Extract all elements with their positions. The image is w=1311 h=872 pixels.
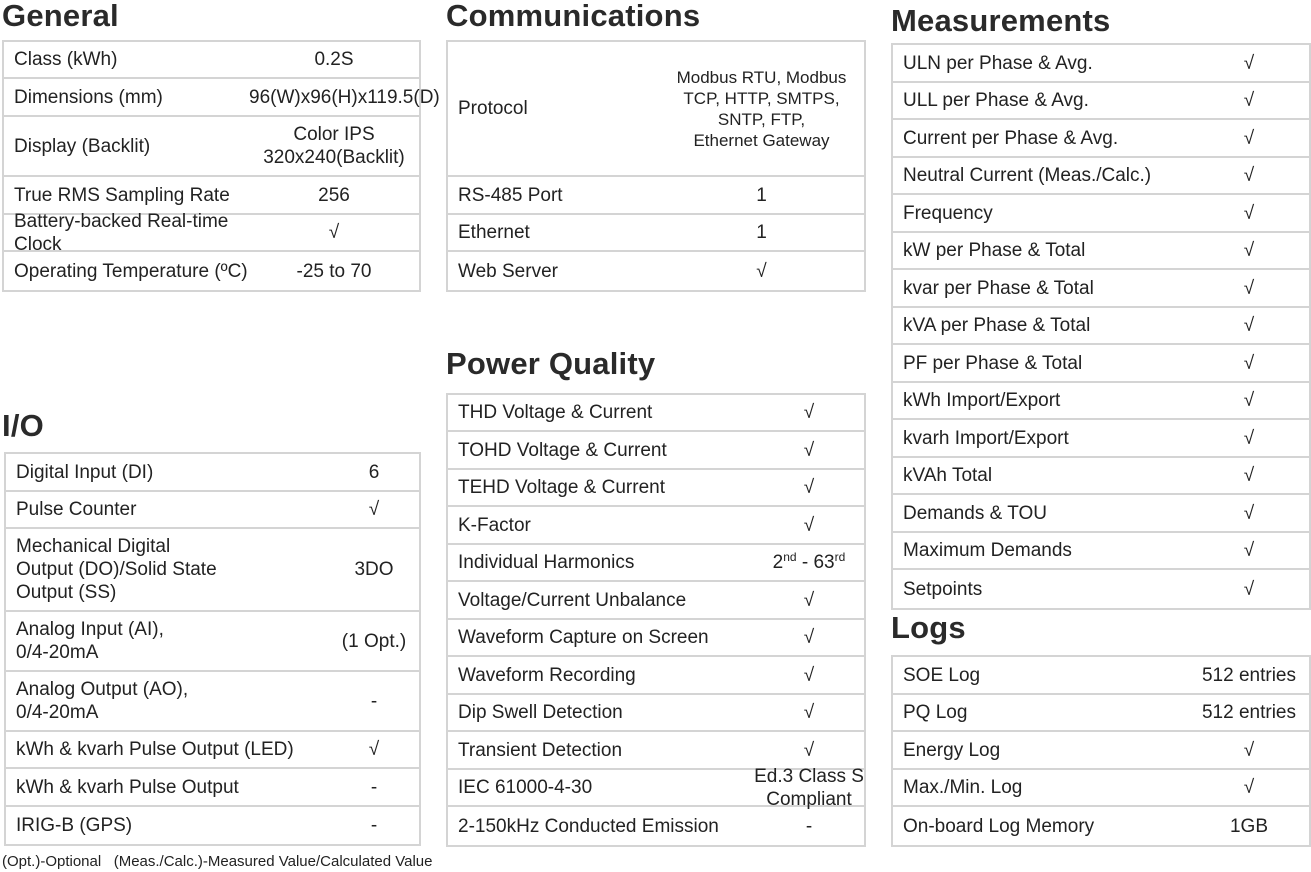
table-row: [893, 158, 1309, 195]
row-label: On-board Log Memory: [903, 815, 1095, 837]
row-value: √: [1243, 540, 1255, 561]
row-label: SOE Log: [903, 664, 981, 686]
communications-table: [446, 40, 866, 292]
ordinal-suffix: rd: [834, 550, 846, 564]
table-row: [6, 807, 419, 844]
row-value: √: [1243, 165, 1255, 186]
row-value: √: [1243, 578, 1255, 600]
row-label: 2-150kHz Conducted Emission: [458, 815, 719, 837]
row-label: IRIG-B (GPS): [16, 815, 133, 836]
table-row: [6, 612, 419, 672]
table-row: [448, 695, 864, 732]
row-label: Transient Detection: [458, 739, 623, 761]
table-row: [893, 270, 1309, 308]
table-row: [893, 83, 1309, 120]
table-row: [4, 42, 419, 79]
row-value: √: [803, 702, 815, 723]
table-row: [893, 570, 1309, 608]
row-label: kWh Import/Export: [903, 390, 1061, 411]
table-row: [448, 432, 864, 470]
power-quality-table: [446, 393, 866, 847]
table-row: [893, 420, 1309, 458]
table-row: [448, 582, 864, 620]
row-value: √: [1243, 315, 1255, 336]
table-row: [6, 732, 419, 769]
row-value: -: [370, 776, 378, 798]
table-row: [448, 42, 864, 177]
row-label: Demands & TOU: [903, 502, 1047, 524]
row-value: √: [1243, 352, 1255, 374]
row-label: RS-485 Port: [458, 184, 563, 206]
table-row: [448, 252, 864, 290]
table-row: [893, 458, 1309, 495]
row-value: √: [803, 439, 815, 461]
row-value: 3DO: [354, 559, 394, 580]
table-row: [448, 215, 864, 252]
io-heading: I/O: [2, 408, 44, 443]
row-label: True RMS Sampling Rate: [14, 184, 230, 206]
row-value: √: [1243, 390, 1255, 411]
ordinal-suffix: nd: [783, 550, 797, 564]
table-row: [893, 807, 1309, 845]
table-row: [893, 770, 1309, 807]
row-label: Neutral Current (Meas./Calc.): [903, 165, 1152, 186]
row-value: √: [368, 739, 380, 760]
row-value: Color IPS 320x240(Backlit): [263, 124, 405, 168]
row-value: √: [1243, 240, 1255, 261]
row-label: Individual Harmonics: [458, 552, 635, 573]
row-label: kWh & kvarh Pulse Output (LED): [16, 739, 294, 760]
row-label: Pulse Counter: [16, 499, 137, 520]
row-value: Modbus RTU, Modbus TCP, HTTP, SMTPS, SNTP, FTP, Ethernet Gateway: [676, 67, 847, 150]
table-row: [893, 657, 1309, 695]
table-row: [448, 177, 864, 215]
table-row: [893, 732, 1309, 770]
row-value: -25 to 70: [296, 260, 372, 282]
row-value: 1GB: [1229, 815, 1269, 837]
io-table: [4, 452, 421, 846]
row-value: √: [1243, 202, 1255, 224]
row-label: Digital Input (DI): [16, 461, 154, 483]
row-label: TEHD Voltage & Current: [458, 477, 665, 498]
row-label: kvarh Import/Export: [903, 427, 1069, 449]
row-label: Ethernet: [458, 222, 530, 243]
table-row: [6, 769, 419, 807]
table-row: [893, 233, 1309, 270]
table-row: [893, 45, 1309, 83]
row-value: √: [1243, 52, 1255, 74]
row-value: √: [1243, 502, 1255, 524]
row-label: Max./Min. Log: [903, 777, 1023, 798]
row-value: 96(W)x96(H)x119.5(D): [249, 86, 440, 108]
row-value: √: [803, 739, 815, 761]
row-label: Operating Temperature (ºC): [14, 260, 248, 282]
table-row: [6, 529, 419, 612]
row-label: PQ Log: [903, 702, 968, 723]
row-value: √: [1243, 465, 1255, 486]
row-value: 0.2S: [314, 49, 354, 70]
row-label: ULN per Phase & Avg.: [903, 52, 1093, 74]
measurements-table: [891, 43, 1311, 610]
row-label: Battery-backed Real-time Clock: [14, 210, 229, 255]
table-row: [448, 657, 864, 695]
row-value: [754, 551, 864, 574]
table-row: [448, 620, 864, 657]
row-label: kW per Phase & Total: [903, 240, 1086, 261]
row-value: 1: [756, 184, 767, 206]
table-row: [4, 117, 419, 177]
logs-table: [891, 655, 1311, 847]
table-row: [893, 308, 1309, 345]
table-row: [4, 210, 419, 255]
table-row: [6, 492, 419, 529]
row-label: Class (kWh): [14, 49, 118, 70]
table-row: [448, 545, 864, 582]
row-label: K-Factor: [458, 514, 531, 536]
row-value: √: [1243, 739, 1255, 761]
table-row: [448, 807, 864, 845]
row-label: ULL per Phase & Avg.: [903, 90, 1089, 111]
table-row: [448, 765, 864, 810]
row-label: Web Server: [458, 260, 558, 282]
row-value: √: [803, 402, 815, 423]
row-value: Ed.3 Class S Compliant: [754, 765, 864, 810]
row-label: Waveform Capture on Screen: [458, 627, 709, 648]
row-value: √: [803, 514, 815, 536]
table-row: [893, 120, 1309, 158]
row-value: √: [803, 664, 815, 686]
row-label: Analog Output (AO), 0/4-20mA: [16, 679, 189, 723]
footnote: (Opt.)-Optional (Meas./Calc.)-Measured Value/Calculated Value: [2, 853, 433, 870]
row-value: √: [1243, 127, 1255, 149]
row-label: Current per Phase & Avg.: [903, 127, 1119, 149]
row-label: THD Voltage & Current: [458, 402, 653, 423]
row-label: Display (Backlit): [14, 135, 151, 157]
row-label: IEC 61000-4-30: [458, 777, 593, 798]
value-part: 2: [772, 552, 784, 573]
row-value: -: [805, 815, 813, 837]
row-value: 1: [756, 222, 767, 243]
row-value: 512 entries: [1201, 702, 1296, 723]
row-value: √: [368, 499, 380, 520]
row-label: Protocol: [458, 98, 528, 119]
row-label: Mechanical Digital Output (DO)/Solid State Output (SS): [16, 536, 217, 603]
row-value: 6: [368, 461, 380, 483]
table-row: [448, 507, 864, 545]
row-label: Voltage/Current Unbalance: [458, 589, 687, 611]
row-label: kVA per Phase & Total: [903, 315, 1091, 336]
table-row: [893, 383, 1309, 420]
row-value: √: [1243, 90, 1255, 111]
table-row: [893, 495, 1309, 533]
row-label: Dip Swell Detection: [458, 702, 623, 723]
table-row: [6, 672, 419, 732]
row-value: √: [1243, 277, 1255, 299]
row-label: Maximum Demands: [903, 540, 1072, 561]
general-heading: General: [2, 0, 119, 33]
table-row: [4, 252, 419, 290]
row-value: 512 entries: [1201, 664, 1296, 686]
row-label: Setpoints: [903, 578, 983, 600]
table-row: [893, 345, 1309, 383]
row-label: PF per Phase & Total: [903, 352, 1083, 374]
row-value: √: [803, 477, 815, 498]
row-value: √: [1243, 427, 1255, 449]
row-label: Energy Log: [903, 739, 1001, 761]
row-label: Waveform Recording: [458, 664, 636, 686]
table-row: [448, 395, 864, 432]
row-value: √: [756, 260, 767, 282]
row-value: -: [370, 690, 378, 712]
row-label: TOHD Voltage & Current: [458, 439, 667, 461]
general-table: [2, 40, 440, 292]
table-row: [893, 195, 1309, 233]
measurements-heading: Measurements: [891, 3, 1111, 38]
row-label: Frequency: [903, 202, 993, 224]
row-value: 256: [318, 184, 350, 206]
row-label: kvar per Phase & Total: [903, 277, 1094, 299]
table-row: [893, 695, 1309, 732]
row-value: √: [803, 589, 815, 611]
table-row: [4, 79, 440, 117]
row-value: (1 Opt.): [341, 630, 407, 652]
row-value: √: [1243, 777, 1255, 798]
logs-heading: Logs: [891, 610, 966, 645]
communications-heading: Communications: [446, 0, 701, 33]
table-row: [448, 470, 864, 507]
row-label: Analog Input (AI), 0/4-20mA: [16, 619, 164, 663]
table-row: [893, 533, 1309, 570]
table-row: [6, 454, 419, 492]
row-value: -: [370, 815, 378, 836]
row-label: kWh & kvarh Pulse Output: [16, 776, 239, 798]
row-value: √: [328, 222, 340, 243]
power-quality-heading: Power Quality: [446, 346, 656, 381]
value-part: - 63: [796, 552, 835, 573]
row-value: √: [803, 627, 815, 648]
row-label: kVAh Total: [903, 465, 993, 486]
row-label: Dimensions (mm): [14, 86, 163, 108]
